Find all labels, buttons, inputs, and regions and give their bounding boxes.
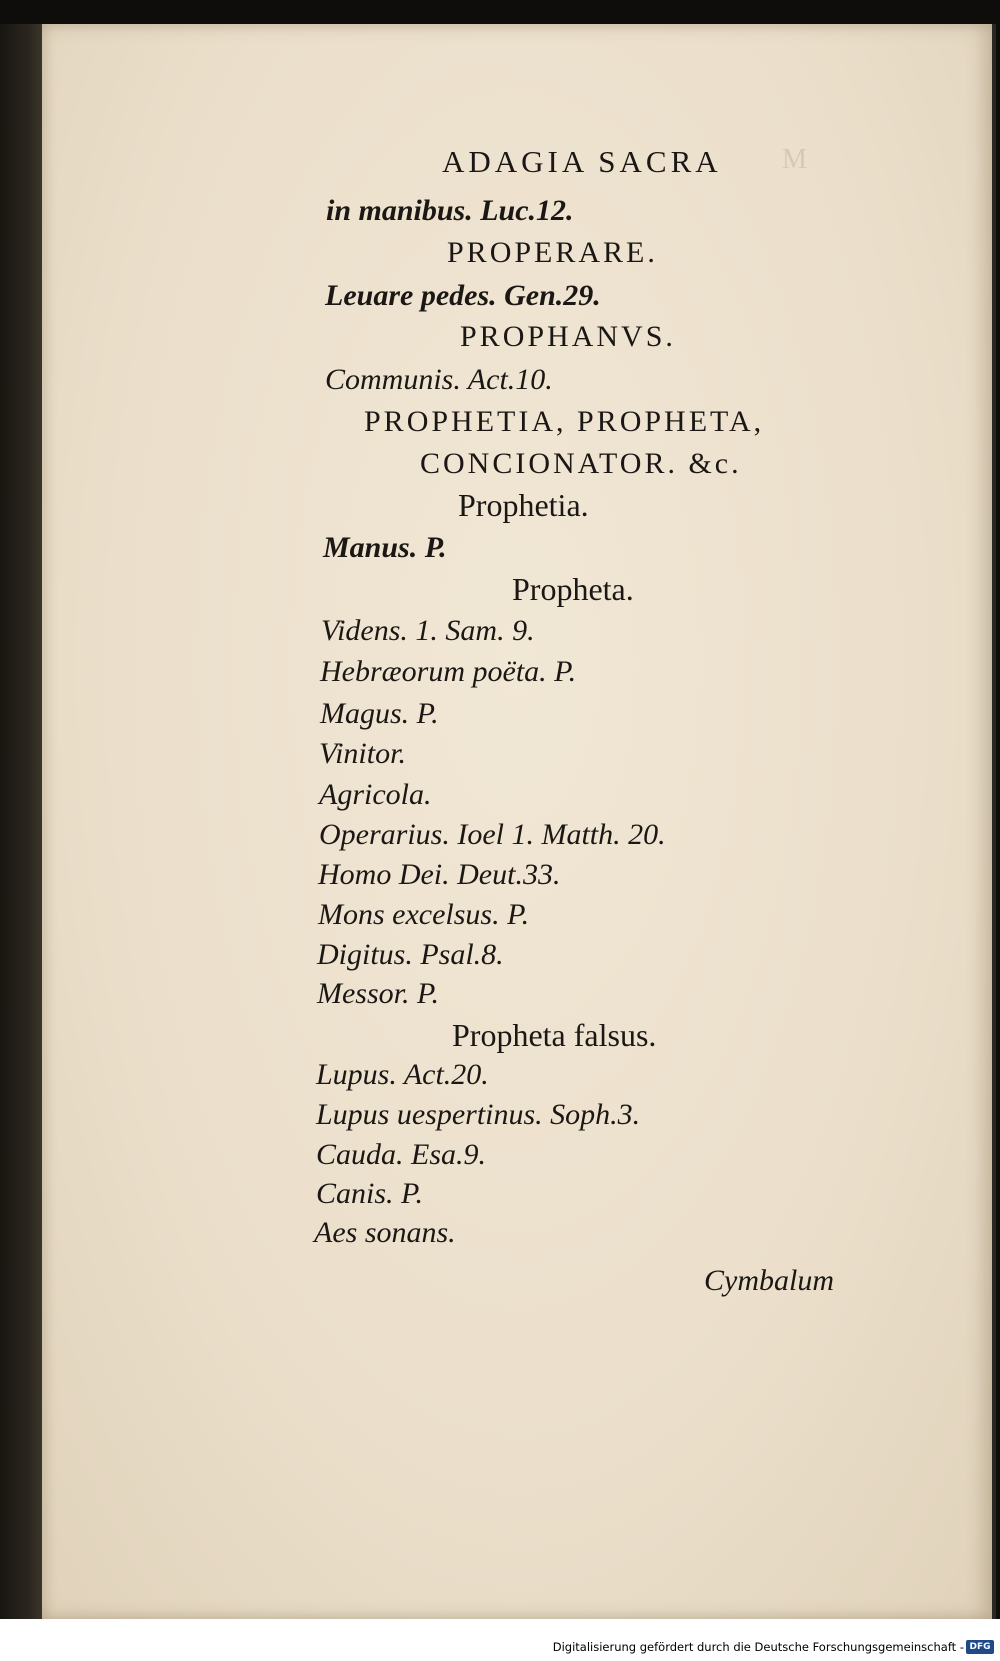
book-spine (0, 24, 42, 1619)
entry-line: Digitus. Psal.8. (317, 938, 504, 971)
section-heading: PROPHETIA, PROPHETA, (364, 405, 765, 438)
entry-line: Aes sonans. (314, 1216, 456, 1249)
entry-line: in manibus. Luc.12. (326, 194, 574, 227)
section-heading: PROPHANVS. (460, 320, 676, 353)
entry-line: Lupus. Act.20. (316, 1058, 489, 1091)
entry-line: Cauda. Esa.9. (316, 1138, 487, 1171)
entry-line: Videns. 1. Sam. 9. (321, 614, 535, 647)
entry-line: Homo Dei. Deut.33. (318, 858, 561, 891)
section-heading: PROPERARE. (447, 236, 658, 269)
entry-line: Hebræorum poëta. P. (320, 655, 577, 688)
bleed-through: M (782, 144, 807, 175)
dfg-logo-icon: DFG (966, 1640, 994, 1654)
subheading: Prophetia. (458, 487, 589, 523)
entry-line: Canis. P. (316, 1177, 423, 1210)
subheading: Propheta. (512, 571, 634, 607)
book-page (42, 24, 996, 1619)
catchword: Cymbalum (704, 1264, 834, 1297)
entry-line: Messor. P. (317, 977, 439, 1010)
running-head: ADAGIA SACRA (442, 144, 722, 179)
entry-line: Manus. P. (323, 531, 447, 564)
entry-line: Communis. Act.10. (325, 363, 553, 396)
entry-line: Leuare pedes. Gen.29. (325, 279, 601, 312)
entry-line: Agricola. (319, 778, 432, 811)
entry-line: Magus. P. (320, 697, 439, 730)
entry-line: Mons excelsus. P. (318, 898, 530, 931)
section-heading: CONCIONATOR. &c. (420, 447, 742, 480)
entry-line: Operarius. Ioel 1. Matth. 20. (319, 818, 666, 851)
entry-line: Lupus uespertinus. Soph.3. (316, 1098, 641, 1131)
footer-credit: Digitalisierung gefördert durch die Deutsche Forschungsgemeinschaft - (552, 1640, 964, 1654)
subheading: Propheta falsus. (452, 1017, 657, 1053)
entry-line: Vinitor. (319, 737, 406, 770)
